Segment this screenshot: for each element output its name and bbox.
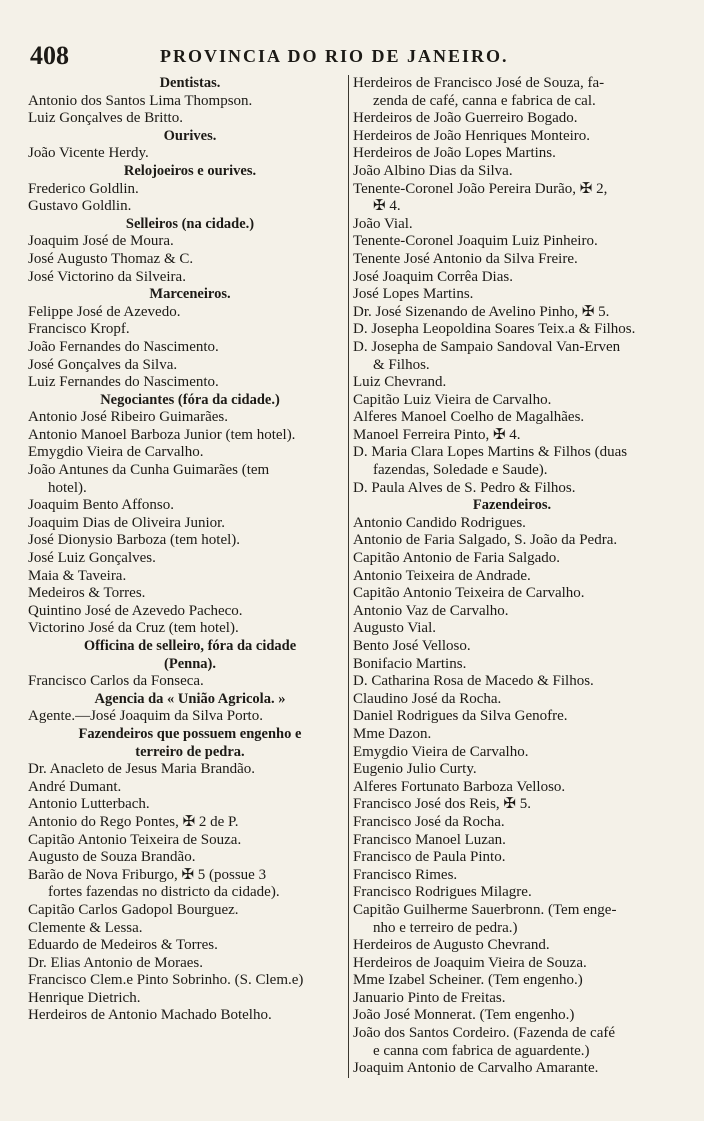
entry-line: Francisco Manoel Luzan. [353,831,506,848]
entry-line: D. Paula Alves de S. Pedro & Filhos. [353,479,576,496]
entry-continuation: & Filhos. [373,356,430,373]
entry-line: Maia & Taveira. [28,567,127,584]
entry-line: João Antunes da Cunha Guimarães (tem [28,462,270,479]
entry-line: Emygdio Vieira de Carvalho. [353,743,529,760]
entry-line: Augusto de Souza Brandão. [28,849,196,866]
entry-line: Henrique Dietrich. [28,989,141,1006]
entry-continuation: ✠ 4. [373,198,401,215]
entry-line: Barão de Nova Friburgo, ✠ 5 (possue 3 [28,866,267,883]
entry-line: Claudino José da Rocha. [353,690,502,707]
entry-line: Antonio de Faria Salgado, S. João da Pedra. [353,532,618,549]
entry-line: Capitão Guilherme Sauerbronn. (Tem enge- [353,901,617,918]
entry-line: João Vicente Herdy. [28,145,149,162]
entry-line: Antonio Candido Rodrigues. [353,514,526,531]
entry-line: Frederico Goldlin. [28,180,139,197]
entry-line: João Vial. [353,215,413,232]
section-heading: Selleiros (na cidade.) [125,215,255,232]
entry-line: João Albino Dias da Silva. [353,162,513,179]
section-heading: Marceneiros. [149,286,231,303]
entry-line: Clemente & Lessa. [28,919,143,936]
entry-line: Herdeiros de Francisco José de Souza, fa- [353,75,605,91]
entry-line: Francisco José da Rocha. [353,813,505,830]
entry-line: Herdeiros de João Lopes Martins. [353,145,556,162]
entry-line: Manoel Ferreira Pinto, ✠ 4. [353,426,521,443]
entry-line: Antonio Lutterbach. [28,796,150,813]
entry-line: Francisco Rodrigues Milagre. [353,884,532,901]
entry-line: José Lopes Martins. [353,286,474,303]
section-heading: Officina de selleiro, fóra da cidade [83,638,297,654]
entry-line: Quintino José de Azevedo Pacheco. [28,602,243,619]
entry-line: Antonio do Rego Pontes, ✠ 2 de P. [28,813,239,830]
entry-line: João Fernandes do Nascimento. [28,338,219,355]
entry-continuation: e canna com fabrica de aguardente.) [373,1042,590,1059]
entry-line: André Dumant. [28,778,122,795]
entry-line: José Joaquim Corrêa Dias. [353,268,513,285]
entry-line: Alferes Fortunato Barboza Velloso. [353,778,566,795]
entry-line: Capitão Antonio Teixeira de Souza. [28,831,242,848]
entry-line: Dr. Elias Antonio de Moraes. [28,954,203,971]
entry-line: Medeiros & Torres. [28,585,146,602]
entry-line: Alferes Manoel Coelho de Magalhães. [353,409,585,426]
entry-line: Emygdio Vieira de Carvalho. [28,444,204,461]
entry-line: Antonio Manoel Barboza Junior (tem hotel). [28,426,296,443]
section-heading: Dentistas. [159,75,221,91]
section-heading: (Penna). [164,655,216,672]
entry-line: Herdeiros de João Guerreiro Bogado. [353,110,578,127]
entry-line: João dos Santos Cordeiro. (Fazenda de café [353,1025,616,1042]
entry-line: Luiz Fernandes do Nascimento. [28,374,219,391]
entry-line: Francisco Kropf. [28,321,130,338]
entry-continuation: zenda de café, canna e fabrica de cal. [373,92,596,109]
entry-line: D. Catharina Rosa de Macedo & Filhos. [353,673,594,690]
entry-line: João José Monnerat. (Tem engenho.) [353,1007,575,1024]
entry-line: Francisco Rimes. [353,866,458,883]
entry-line: Mme Dazon. [353,725,432,742]
entry-line: Antonio José Ribeiro Guimarães. [28,409,228,426]
entry-line: Bento José Velloso. [353,638,471,654]
entry-line: Tenente-Coronel Joaquim Luiz Pinheiro. [353,233,598,250]
entry-line: D. Josepha Leopoldina Soares Teix.a & Filhos. [353,321,636,338]
section-heading: Relojoeiros e ourives. [123,162,257,179]
entry-line: Augusto Vial. [353,620,436,637]
entry-line: Gustavo Goldlin. [28,198,132,215]
entry-line: Dr. José Sizenando de Avelino Pinho, ✠ 5. [353,303,610,320]
entry-line: Victorino José da Cruz (tem hotel). [28,620,239,637]
entry-line: Luiz Gonçalves de Britto. [28,110,183,127]
entry-continuation: fazendas, Soledade e Saude). [373,462,548,479]
entry-continuation: hotel). [48,479,87,496]
entry-continuation: nho e terreiro de pedra.) [373,919,518,936]
entry-line: Herdeiros de João Henriques Monteiro. [353,127,591,144]
entry-line: Agente.—José Joaquim da Silva Porto. [28,708,263,725]
section-heading: Negociantes (fóra da cidade.) [100,391,280,408]
entry-line: Capitão Antonio de Faria Salgado. [353,550,561,567]
left-column [28,75,352,1025]
entry-line: Eduardo de Medeiros & Torres. [28,937,218,954]
entry-line: Capitão Carlos Gadopol Bourguez. [28,901,239,918]
entry-line: Joaquim Dias de Oliveira Junior. [28,514,226,531]
entry-line: Joaquim Antonio de Carvalho Amarante. [353,1060,599,1077]
entry-line: José Augusto Thomaz & C. [28,250,194,267]
entry-line: Herdeiros de Augusto Chevrand. [353,937,550,954]
entry-line: D. Maria Clara Lopes Martins & Filhos (duas [353,444,628,461]
entry-line: Capitão Antonio Teixeira de Carvalho. [353,585,585,602]
running-title: PROVINCIA DO RIO DE JANEIRO. [160,46,509,66]
entry-line: José Victorino da Silveira. [28,268,186,285]
entry-line: Joaquim José de Moura. [28,233,174,250]
section-heading: Agencia da « União Agricola. » [94,690,286,707]
entry-continuation: fortes fazendas no districto da cidade). [48,884,280,901]
entry-line: Antonio Teixeira de Andrade. [353,567,531,584]
entry-line: Dr. Anacleto de Jesus Maria Brandão. [28,761,256,778]
page-number: 408 [30,41,69,70]
section-heading: Ourives. [163,127,217,144]
entry-line: Capitão Luiz Vieira de Carvalho. [353,391,552,408]
entry-line: Francisco Clem.e Pinto Sobrinho. (S. Clem.e) [28,972,304,989]
entry-line: Joaquim Bento Affonso. [28,497,174,514]
section-heading: Fazendeiros. [472,497,552,514]
entry-line: Francisco de Paula Pinto. [353,849,506,866]
entry-line: Tenente-Coronel João Pereira Durão, ✠ 2, [353,180,608,197]
entry-line: Tenente José Antonio da Silva Freire. [353,250,578,267]
entry-line: Antonio Vaz de Carvalho. [353,602,509,619]
entry-line: Mme Izabel Scheiner. (Tem engenho.) [353,972,583,989]
entry-line: Francisco José dos Reis, ✠ 5. [353,796,531,813]
section-heading: Fazendeiros que possuem engenho e [78,725,302,742]
entry-line: Antonio dos Santos Lima Thompson. [28,92,253,109]
entry-line: José Luiz Gonçalves. [28,550,156,567]
entry-line: Januario Pinto de Freitas. [353,989,506,1006]
entry-line: Eugenio Julio Curty. [353,761,477,778]
page-header [30,41,670,70]
entry-line: Felippe José de Azevedo. [28,303,181,320]
entry-line: José Gonçalves da Silva. [28,356,178,373]
entry-line: Francisco Carlos da Fonseca. [28,673,204,690]
entry-line: José Dionysio Barboza (tem hotel). [28,532,241,549]
entry-line: D. Josepha de Sampaio Sandoval Van-Erven [353,338,621,355]
entry-line: Herdeiros de Antonio Machado Botelho. [28,1007,272,1024]
entry-line: Daniel Rodrigues da Silva Genofre. [353,708,568,725]
section-heading: terreiro de pedra. [135,743,245,760]
entry-line: Luiz Chevrand. [353,374,447,391]
entry-line: Herdeiros de Joaquim Vieira de Souza. [353,954,587,971]
entry-line: Bonifacio Martins. [353,655,467,672]
right-column [348,75,671,1078]
